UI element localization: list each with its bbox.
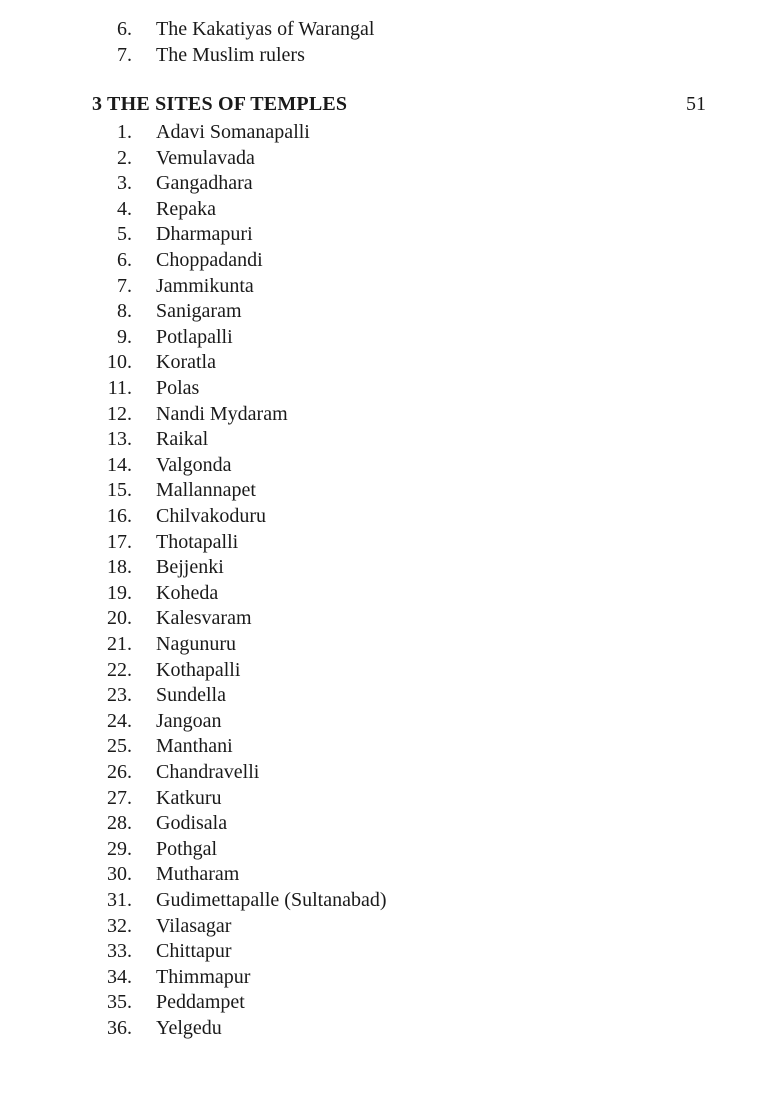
item-number: 6. [117,249,132,271]
list-item [0,632,780,656]
item-name: Yelgedu [156,1017,222,1039]
item-name: Choppadandi [156,249,263,271]
item-name: Peddampet [156,991,245,1014]
item-number: 6. [117,18,132,40]
item-name: Kalesvaram [156,607,252,630]
list-item [0,555,780,579]
list-item [0,683,780,707]
item-name: Mutharam [156,863,240,886]
item-name: Raikal [156,428,209,451]
item-number: 9. [117,325,132,348]
list-item [0,120,780,144]
item-number: 7. [117,274,132,297]
list-item [0,965,780,989]
item-number: 20. [107,607,132,630]
item-number: 11. [107,377,132,399]
item-name: Jammikunta [156,274,254,297]
list-item [0,402,780,426]
item-number: 33. [107,940,132,963]
item-name: Koheda [156,581,219,604]
list-item [0,530,780,554]
item-number: 29. [107,837,132,860]
item-name: The Kakatiyas of Warangal [156,18,375,40]
item-name: Jangoan [156,709,222,732]
item-number: 31. [107,889,132,911]
list-item [0,171,780,195]
item-number: 22. [107,658,132,681]
item-number: 3. [117,172,132,195]
item-name: Valgonda [156,453,232,476]
item-name: Dharmapuri [156,223,253,246]
item-number: 36. [107,1017,132,1039]
item-number: 1. [117,121,132,143]
item-name: Thotapalli [156,530,239,553]
item-name: Nandi Mydaram [156,402,288,425]
item-number: 35. [107,991,132,1014]
item-name: Nagunuru [156,633,236,655]
item-name: The Muslim rulers [156,43,305,66]
list-item [0,453,780,477]
item-name: Chilvakoduru [156,505,266,527]
item-number: 25. [107,735,132,758]
item-name: Kothapalli [156,658,241,681]
item-name: Katkuru [156,786,222,809]
list-item [0,581,780,605]
item-number: 19. [107,581,132,604]
list-item [0,837,780,861]
item-number: 17. [107,530,132,553]
item-name: Godisala [156,812,228,835]
item-number: 5. [117,223,132,246]
list-item [0,1016,780,1040]
item-name: Mallannapet [156,479,256,502]
list-item [0,17,780,41]
item-number: 32. [107,914,132,937]
item-name: Potlapalli [156,325,233,348]
item-number: 8. [117,300,132,323]
list-item [0,990,780,1014]
item-number: 18. [107,556,132,579]
item-name: Chandravelli [156,761,260,783]
list-item [0,760,780,784]
item-number: 30. [107,863,132,886]
list-item [0,939,780,963]
list-item [0,299,780,323]
item-name: Adavi Somanapalli [156,121,310,143]
list-item [0,427,780,451]
item-name: Bejjenki [156,556,224,579]
item-name: Gangadhara [156,172,253,195]
item-number: 7. [117,43,132,66]
item-number: 24. [107,709,132,732]
list-item [0,606,780,630]
list-item [0,709,780,733]
item-name: Manthani [156,735,233,758]
item-number: 23. [107,684,132,707]
item-number: 15. [107,479,132,502]
item-name: Gudimettapalle (Sultanabad) [156,889,387,911]
list-item [0,274,780,298]
list-item [0,478,780,502]
list-item [0,504,780,528]
item-number: 28. [107,812,132,835]
list-item [0,146,780,170]
item-number: 14. [107,453,132,476]
list-item [0,914,780,938]
item-name: Vilasagar [156,914,232,937]
item-name: Polas [156,377,200,399]
item-name: Vemulavada [156,146,255,169]
list-item [0,222,780,246]
item-number: 2. [117,146,132,169]
section-page-number: 51 [686,93,706,115]
item-number: 21. [107,633,132,655]
list-item [0,248,780,272]
item-number: 10. [107,351,132,374]
list-item [0,658,780,682]
list-item [0,888,780,912]
list-item [0,734,780,758]
list-item [0,862,780,886]
item-name: Sundella [156,684,226,707]
item-number: 16. [107,505,132,527]
item-number: 13. [107,428,132,451]
item-name: Koratla [156,351,216,374]
item-name: Sanigaram [156,300,242,323]
list-item [0,811,780,835]
item-name: Thimmapur [156,965,251,988]
item-number: 26. [107,761,132,783]
item-name: Chittapur [156,940,232,963]
item-name: Pothgal [156,837,218,860]
item-name: Repaka [156,197,216,220]
list-item [0,376,780,400]
list-item [0,325,780,349]
item-number: 27. [107,786,132,809]
item-number: 4. [117,197,132,220]
list-item [0,43,780,67]
item-number: 34. [107,965,132,988]
section-heading: 3 THE SITES OF TEMPLES [92,93,348,115]
list-item [0,197,780,221]
list-item [0,350,780,374]
item-number: 12. [107,402,132,425]
list-item [0,786,780,810]
